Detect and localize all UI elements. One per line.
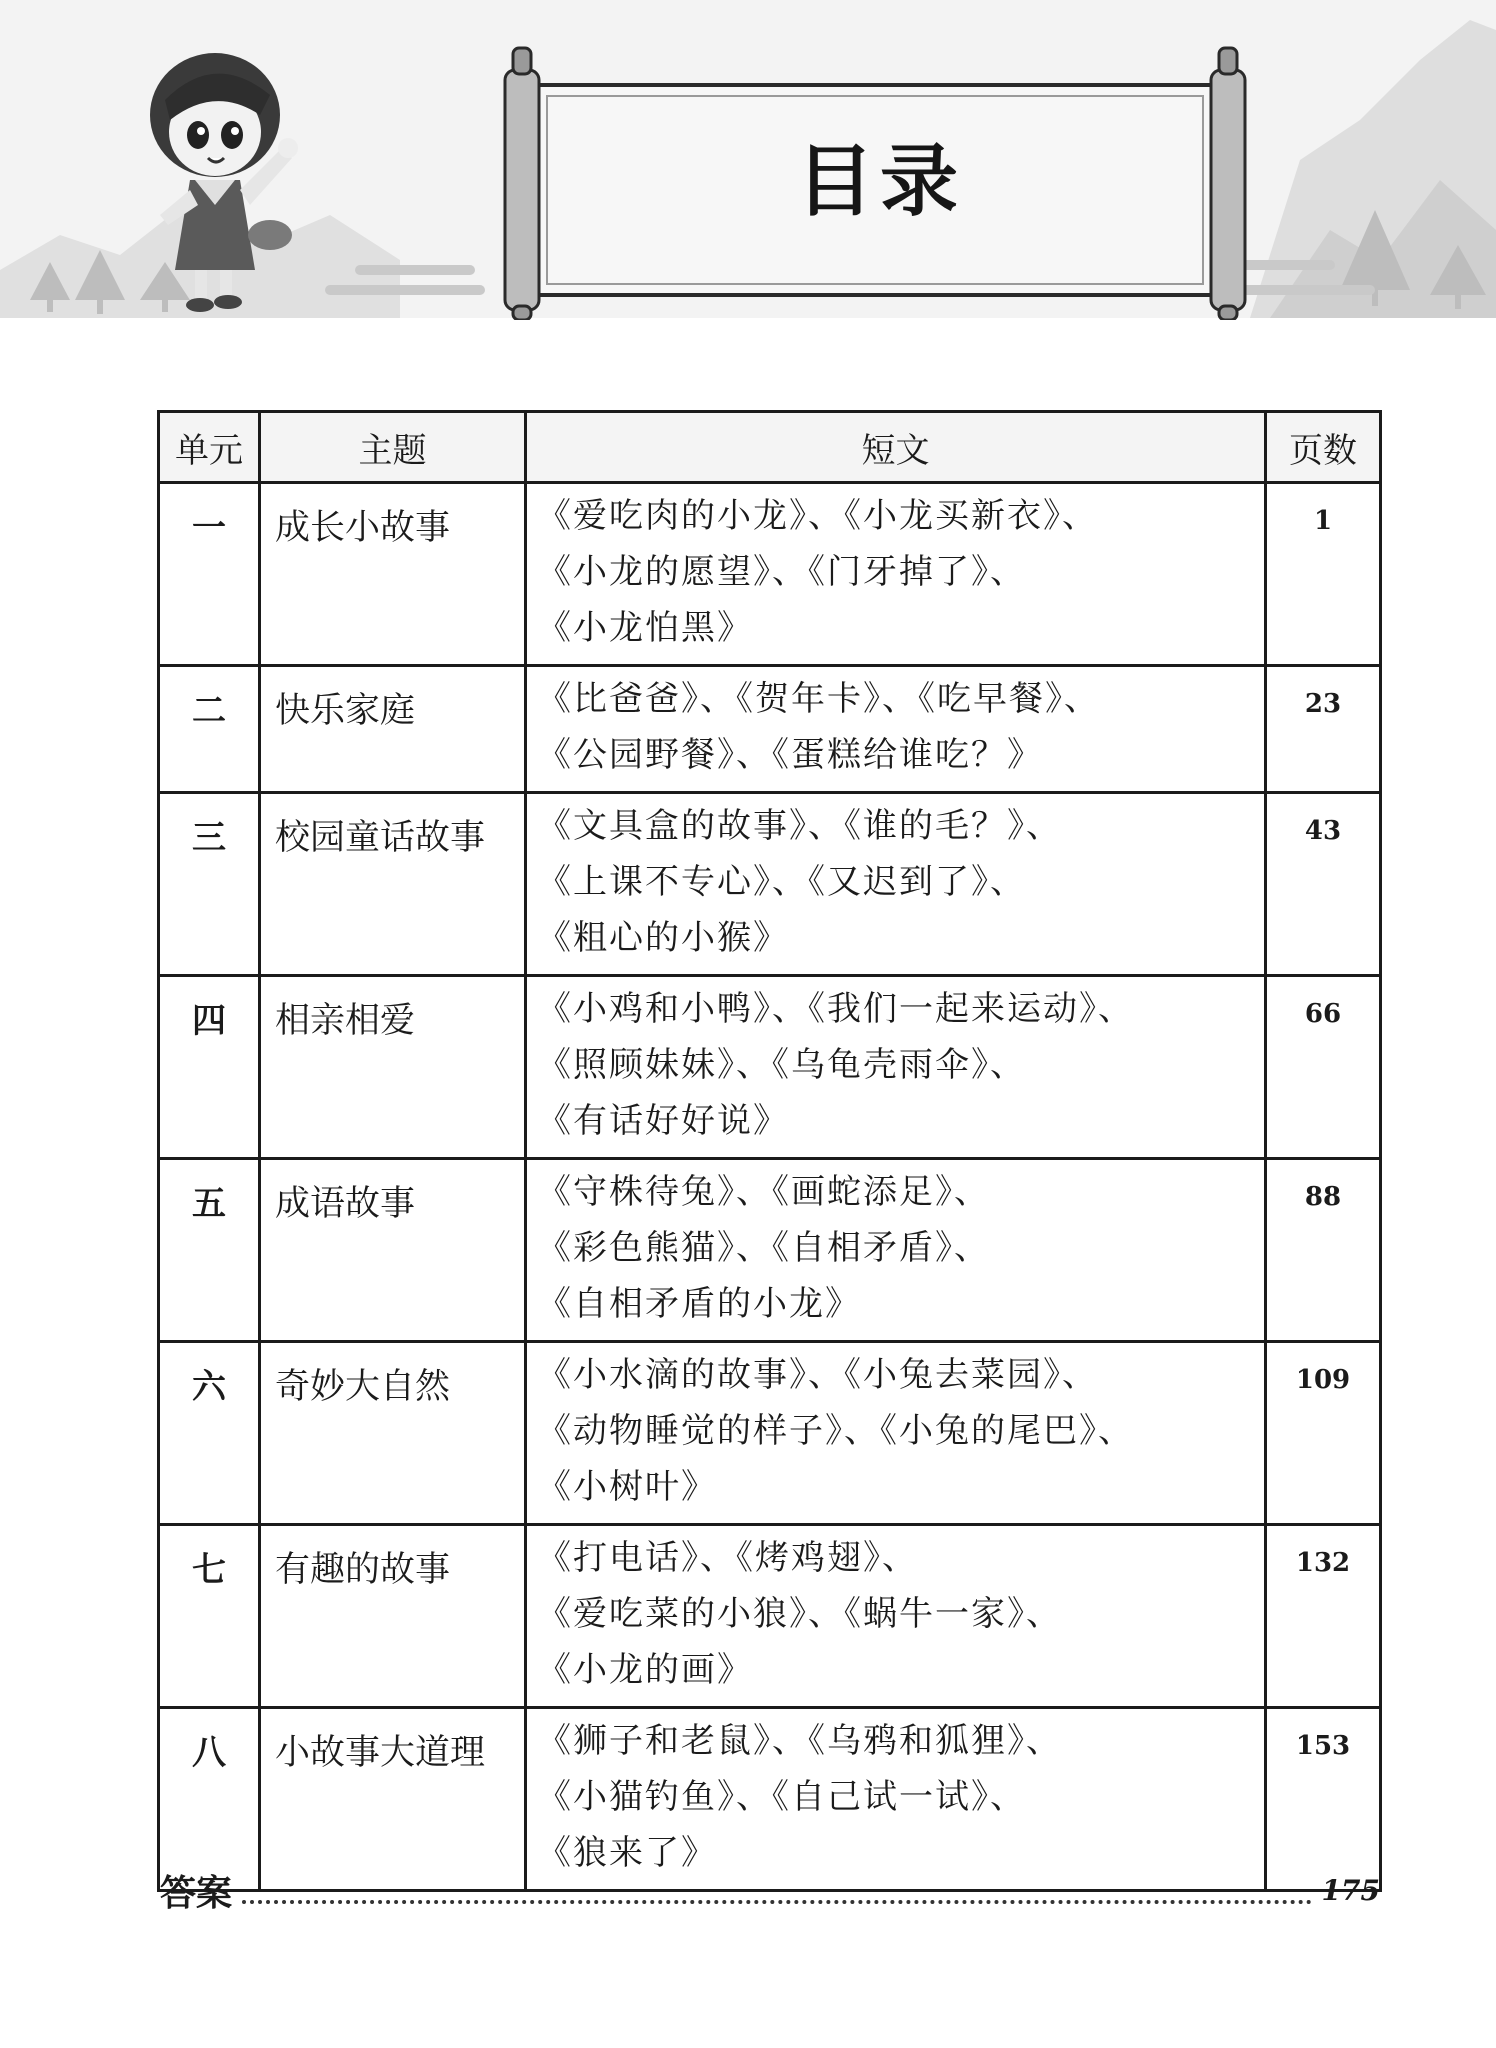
unit-theme: 相亲相爱 (260, 976, 526, 1159)
story-line: 《小龙的愿望》、《门牙掉了》、 (537, 552, 1026, 592)
unit-stories (526, 483, 1266, 666)
unit-number: 二 (159, 666, 260, 793)
story-line: 《彩色熊猫》、《自相矛盾》、 (537, 1228, 990, 1268)
unit-theme: 小故事大道理 (260, 1708, 526, 1891)
story-line: 《照顾妹妹》、《乌龟壳雨伞》、 (537, 1045, 1026, 1085)
unit-stories (526, 793, 1266, 976)
story-line: 《自相矛盾的小龙》 (537, 1284, 861, 1324)
unit-theme: 成语故事 (260, 1159, 526, 1342)
story-line: 《小水滴的故事》、《小兔去菜园》、 (537, 1355, 1098, 1395)
story-line: 《比爸爸》、《贺年卡》、《吃早餐》、 (537, 679, 1100, 719)
unit-stories (526, 976, 1266, 1159)
unit-stories (526, 1525, 1266, 1708)
page-title: 目录 (795, 137, 964, 227)
unit-number: 六 (159, 1342, 260, 1525)
cartoon-girl-illustration (120, 40, 340, 320)
page-number: 66 (1266, 976, 1381, 1159)
story-line: 《公园野餐》、《蛋糕给谁吃？》 (537, 735, 1043, 775)
story-line: 《守株待兔》、《画蛇添足》、 (537, 1172, 990, 1212)
header-theme: 主题 (260, 412, 526, 483)
page-number: 43 (1266, 793, 1381, 976)
unit-theme: 校园童话故事 (260, 793, 526, 976)
page-number: 153 (1266, 1708, 1381, 1891)
answers-page-number: 175 (1321, 1873, 1380, 1907)
unit-theme: 奇妙大自然 (260, 1342, 526, 1525)
table-row (159, 1159, 1381, 1342)
page-number: 23 (1266, 666, 1381, 793)
unit-stories (526, 1342, 1266, 1525)
unit-number: 四 (159, 976, 260, 1159)
toc-table (157, 410, 1382, 1892)
unit-number: 一 (159, 483, 260, 666)
header-unit: 单元 (159, 412, 260, 483)
unit-number: 七 (159, 1525, 260, 1708)
table-row (159, 976, 1381, 1159)
table-row (159, 666, 1381, 793)
story-line: 《狼来了》 (537, 1833, 717, 1873)
unit-stories (526, 1159, 1266, 1342)
story-line: 《爱吃肉的小龙》、《小龙买新衣》、 (537, 496, 1098, 536)
story-line: 《粗心的小猴》 (537, 918, 789, 958)
story-line: 《小猫钓鱼》、《自己试一试》、 (537, 1777, 1026, 1817)
answers-label: 答案 (160, 1872, 233, 1914)
page-number: 1 (1266, 483, 1381, 666)
header-page: 页数 (1266, 412, 1381, 483)
story-line: 《小树叶》 (537, 1467, 717, 1507)
table-row (159, 1342, 1381, 1525)
story-line: 《爱吃菜的小狼》、《蜗牛一家》、 (537, 1594, 1062, 1634)
story-line: 《有话好好说》 (537, 1101, 789, 1141)
story-line: 《小龙怕黑》 (537, 608, 753, 648)
page-number: 88 (1266, 1159, 1381, 1342)
story-line: 《打电话》、《烤鸡翅》、 (537, 1538, 918, 1578)
unit-theme: 有趣的故事 (260, 1525, 526, 1708)
table-row (159, 1525, 1381, 1708)
story-line: 《文具盒的故事》、《谁的毛？》、 (537, 806, 1062, 846)
table-row (159, 793, 1381, 976)
page-number: 109 (1266, 1342, 1381, 1525)
unit-theme: 成长小故事 (260, 483, 526, 666)
unit-number: 八 (159, 1708, 260, 1891)
story-line: 《动物睡觉的样子》、《小兔的尾巴》、 (537, 1411, 1134, 1451)
story-line: 《小鸡和小鸭》、《我们一起来运动》、 (537, 989, 1134, 1029)
page-number: 132 (1266, 1525, 1381, 1708)
story-line: 《上课不专心》、《又迟到了》、 (537, 862, 1026, 902)
answers-entry (160, 1860, 1380, 1920)
unit-number: 五 (159, 1159, 260, 1342)
unit-number: 三 (159, 793, 260, 976)
leader-dots (242, 1900, 1312, 1904)
story-line: 《小龙的画》 (537, 1650, 753, 1690)
table-row (159, 483, 1381, 666)
story-line: 《狮子和老鼠》、《乌鸦和狐狸》、 (537, 1721, 1062, 1761)
toc-header-row (159, 412, 1381, 483)
header-stories: 短文 (526, 412, 1266, 483)
unit-theme: 快乐家庭 (260, 666, 526, 793)
unit-stories (526, 666, 1266, 793)
